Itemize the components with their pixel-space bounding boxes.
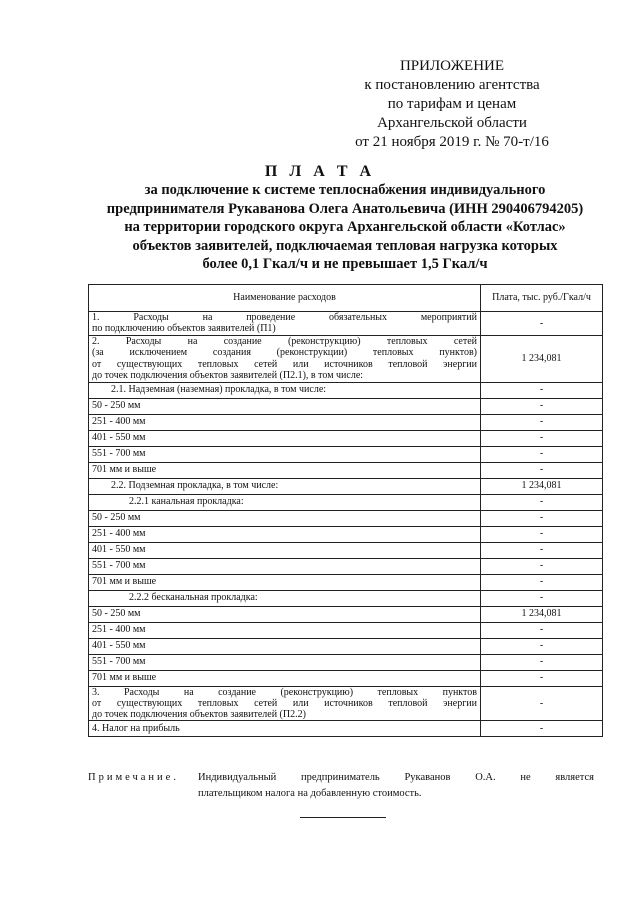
- appendix-block: [352, 57, 552, 152]
- note-label: Примечание.: [88, 772, 179, 783]
- table-row: [89, 430, 603, 446]
- row-name: 401 - 550 мм: [89, 430, 481, 446]
- row-name: 2.1. Надземная (наземная) прокладка, в том числе:: [89, 382, 481, 398]
- row-value: -: [481, 446, 603, 462]
- appendix-heading: ПРИЛОЖЕНИЕ: [399, 58, 505, 74]
- appendix-line: по тарифам и ценам: [387, 96, 517, 112]
- table-row: [89, 312, 603, 336]
- table-row: [89, 398, 603, 414]
- row-value: -: [481, 312, 603, 336]
- row-name: 2.2.2 бесканальная прокладка:: [89, 590, 481, 606]
- row-name: 4. Налог на прибыль: [89, 721, 481, 737]
- table-row: [89, 590, 603, 606]
- note-text: [198, 770, 594, 802]
- row-value: -: [481, 462, 603, 478]
- row-value: -: [481, 686, 603, 721]
- row-text-line: от существующих тепловых сетей или источников тепловой энергии: [92, 358, 477, 370]
- row-name: 2.2. Подземная прокладка, в том числе:: [89, 478, 481, 494]
- row-value: -: [481, 622, 603, 638]
- note-line: Индивидуальный предприниматель Рукаванов О.А. не является: [198, 772, 594, 783]
- table-row: [89, 558, 603, 574]
- table-row: [89, 606, 603, 622]
- title-line: более 0,1 Гкал/ч и не превышает 1,5 Гкал/ч: [202, 256, 488, 272]
- row-text-line: 3. Расходы на создание (реконструкцию) тепловых пунктов: [92, 686, 477, 698]
- title-line: объектов заявителей, подключаемая тепловая нагрузка которых: [132, 237, 558, 254]
- table-row: [89, 574, 603, 590]
- row-value: -: [481, 590, 603, 606]
- row-name: 251 - 400 мм: [89, 622, 481, 638]
- row-name: 401 - 550 мм: [89, 542, 481, 558]
- row-value: -: [481, 494, 603, 510]
- row-text-line: (за исключением создания (реконструкции) тепловых пунктов): [92, 347, 477, 359]
- table-row: [89, 654, 603, 670]
- table-row: [89, 382, 603, 398]
- row-name: 50 - 250 мм: [89, 510, 481, 526]
- document-heading: П Л А Т А: [264, 163, 376, 180]
- header-price: Плата, тыс. руб./Гкал/ч: [481, 285, 603, 312]
- fee-table: [88, 284, 603, 737]
- row-value: -: [481, 382, 603, 398]
- row-value: -: [481, 654, 603, 670]
- row-name: 50 - 250 мм: [89, 398, 481, 414]
- table-row: [89, 494, 603, 510]
- title-line: на территории городского округа Архангельской области «Котлас»: [124, 219, 566, 235]
- table-row: [89, 721, 603, 737]
- row-name: 551 - 700 мм: [89, 558, 481, 574]
- table-row: [89, 510, 603, 526]
- row-name: [89, 312, 481, 336]
- row-name: 701 мм и выше: [89, 670, 481, 686]
- row-value: -: [481, 638, 603, 654]
- table-row: [89, 446, 603, 462]
- row-name: 551 - 700 мм: [89, 446, 481, 462]
- row-name: 251 - 400 мм: [89, 526, 481, 542]
- row-text-line: до точек подключения объектов заявителей (П2.1), в том числе:: [92, 369, 364, 381]
- row-text-line: по подключению объектов заявителей (П1): [92, 323, 276, 335]
- row-name: [89, 686, 481, 721]
- row-name: 551 - 700 мм: [89, 654, 481, 670]
- table-header-row: [89, 285, 603, 312]
- appendix-date-line: от 21 ноября 2019 г. № 70-т/16: [355, 134, 549, 150]
- row-value: 1 234,081: [481, 335, 603, 382]
- title-line: предпринимателя Рукаванова Олега Анатольевича (ИНН 290406794205): [106, 200, 584, 217]
- appendix-line: к постановлению агентства: [364, 77, 540, 93]
- row-value: -: [481, 414, 603, 430]
- table-row: [89, 686, 603, 721]
- header-name: Наименование расходов: [89, 285, 481, 312]
- row-value: 1 234,081: [481, 606, 603, 622]
- table-row: [89, 622, 603, 638]
- row-text-line: до точек подключения объектов заявителей (П2.2): [92, 709, 306, 721]
- appendix-line: Архангельской области: [377, 115, 527, 131]
- row-text-line: 2. Расходы на создание (реконструкцию) тепловых сетей: [92, 336, 477, 347]
- document-title: [95, 181, 595, 274]
- row-value: 1 234,081: [481, 478, 603, 494]
- row-name: 2.2.1 канальная прокладка:: [89, 494, 481, 510]
- row-value: -: [481, 558, 603, 574]
- row-value: -: [481, 542, 603, 558]
- row-value: -: [481, 670, 603, 686]
- table-row: [89, 670, 603, 686]
- row-value: -: [481, 526, 603, 542]
- row-value: -: [481, 721, 603, 737]
- table-row: [89, 478, 603, 494]
- table-row: [89, 462, 603, 478]
- row-name: 401 - 550 мм: [89, 638, 481, 654]
- table-row: [89, 542, 603, 558]
- row-name: 701 мм и выше: [89, 462, 481, 478]
- row-value: -: [481, 398, 603, 414]
- table-row: [89, 414, 603, 430]
- row-value: -: [481, 430, 603, 446]
- row-value: -: [481, 510, 603, 526]
- row-text-line: 1. Расходы на проведение обязательных мероприятий: [92, 312, 477, 323]
- note-line: плательщиком налога на добавленную стоимость.: [198, 788, 422, 799]
- table-row: [89, 638, 603, 654]
- row-text-line: от существующих тепловых сетей или источников тепловой энергии: [92, 697, 477, 709]
- row-name: 251 - 400 мм: [89, 414, 481, 430]
- table-row: [89, 335, 603, 382]
- row-name: [89, 335, 481, 382]
- row-name: 701 мм и выше: [89, 574, 481, 590]
- title-line: за подключение к системе теплоснабжения индивидуального: [144, 182, 546, 198]
- closing-rule: [300, 817, 386, 818]
- row-value: -: [481, 574, 603, 590]
- row-name: 50 - 250 мм: [89, 606, 481, 622]
- table-row: [89, 526, 603, 542]
